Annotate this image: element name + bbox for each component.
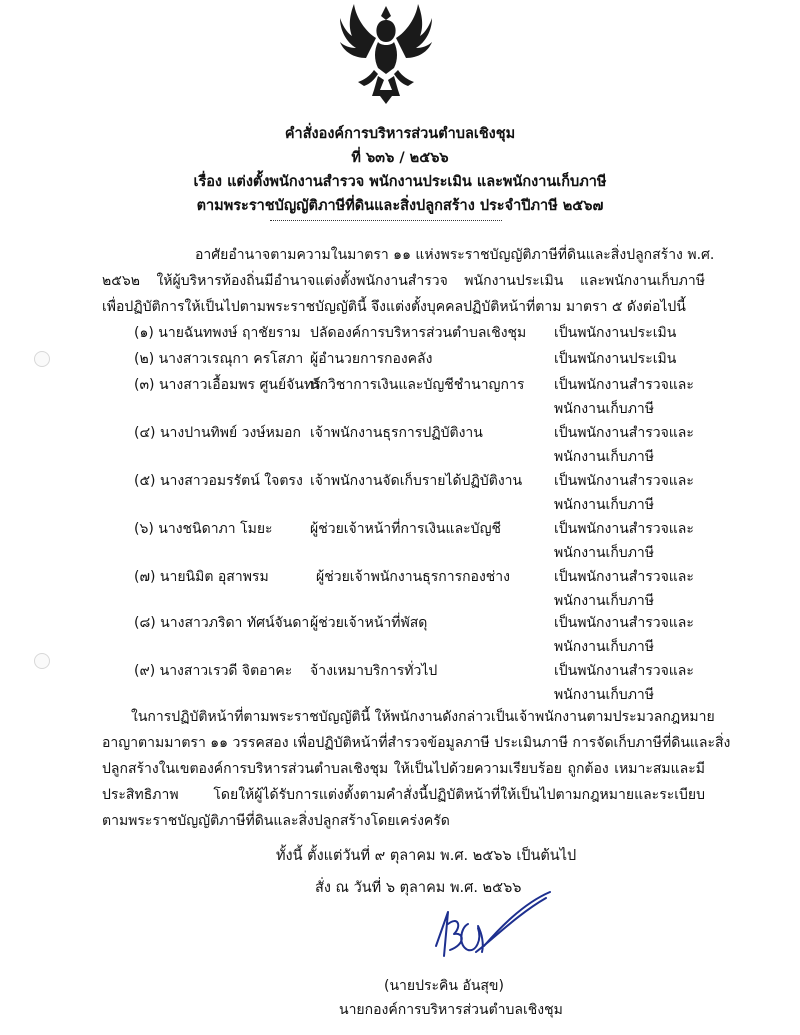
appointee-row	[0, 566, 800, 612]
appointee-role: เป็นพนักงานประเมิน	[554, 325, 677, 341]
intro-line: อาศัยอำนาจตามความในมาตรา ๑๑ แห่งพระราชบัญญัติภาษีที่ดินและสิ่งปลูกสร้าง พ.ศ.	[195, 247, 715, 263]
dotted-separator	[270, 220, 502, 221]
appointee-position: ปลัดองค์การบริหารส่วนตำบลเชิงชุม	[310, 325, 527, 341]
appointee-name: (๑) นายฉันทพงษ์ ฤาชัยราม	[134, 325, 301, 341]
appointee-row	[0, 660, 800, 706]
appointee-position: ผู้ช่วยเจ้าพนักงานธุรการกองช่าง	[316, 569, 511, 585]
appointee-position: เจ้าพนักงานจัดเก็บรายได้ปฏิบัติงาน	[310, 473, 523, 489]
appointee-role: เป็นพนักงานสำรวจและ	[554, 473, 694, 489]
appointee-role-continuation: พนักงานเก็บภาษี	[554, 449, 655, 465]
signer-name: (นายประคิน อันสุข)	[384, 978, 504, 994]
appointee-name: (๕) นางสาวอมรรัตน์ ใจตรง	[134, 473, 303, 489]
appointee-role: เป็นพนักงานสำรวจและ	[554, 425, 694, 441]
garuda-emblem-icon	[338, 2, 434, 104]
effective-date: ทั้งนี้ ตั้งแต่วันที่ ๙ ตุลาคม พ.ศ. ๒๕๖๖ เป็นต้นไป	[276, 848, 577, 864]
appointee-role-continuation: พนักงานเก็บภาษี	[554, 401, 655, 417]
appointee-role: เป็นพนักงานสำรวจและ	[554, 569, 694, 585]
appointee-position: เจ้าพนักงานธุรการปฏิบัติงาน	[310, 425, 483, 441]
appointee-position: ผู้อำนวยการกองคลัง	[310, 351, 433, 367]
appointee-role-continuation: พนักงานเก็บภาษี	[554, 639, 655, 655]
appointee-position: จ้างเหมาบริการทั่วไป	[310, 663, 438, 679]
order-subject-continuation: ตามพระราชบัญญัติภาษีที่ดินและสิ่งปลูกสร้าง ประจำปีภาษี ๒๕๖๗	[196, 198, 604, 214]
appointee-role: เป็นพนักงานสำรวจและ	[554, 615, 694, 631]
appointee-name: (๘) นางสาวภริดา ทัศน์จันดา	[134, 615, 310, 631]
appointee-name: (๖) นางชนิดาภา โมยะ	[134, 521, 273, 537]
body-line: ประสิทธิภาพ โดยให้ผู้ได้รับการแต่งตั้งตามคำสั่งนี้ปฏิบัติหน้าที่ให้เป็นไปตามกฎหมายและระเบียบ	[102, 787, 705, 803]
appointee-role: เป็นพนักงานสำรวจและ	[554, 663, 694, 679]
body-line: ตามพระราชบัญญัติภาษีที่ดินและสิ่งปลูกสร้างโดยเคร่งครัด	[102, 813, 450, 829]
appointee-row	[0, 518, 800, 564]
appointee-name: (๒) นางสาวเรณุกา ครโสภา	[134, 351, 304, 367]
body-line: อาญาตามมาตรา ๑๑ วรรคสอง เพื่อปฏิบัติหน้าที่สำรวจข้อมูลภาษี ประเมินภาษี การจัดเก็บภาษีที่ดินและสิ่ง	[102, 735, 731, 751]
appointee-role: เป็นพนักงานสำรวจและ	[554, 521, 694, 537]
appointee-name: (๙) นางสาวเรวดี จิตอาคะ	[134, 663, 293, 679]
appointee-position: ผู้ช่วยเจ้าหน้าที่การเงินและบัญชี	[310, 521, 501, 537]
order-date: สั่ง ณ วันที่ ๖ ตุลาคม พ.ศ. ๒๕๖๖	[315, 880, 522, 896]
appointee-row	[0, 422, 800, 468]
signer-title: นายกองค์การบริหารส่วนตำบลเชิงชุม	[339, 1002, 563, 1018]
appointee-name: (๗) นายนิมิต อุสาพรม	[134, 569, 269, 585]
appointee-name: (๓) นางสาวเอื้อมพร ศูนย์จันทร์	[134, 377, 321, 393]
appointee-role-continuation: พนักงานเก็บภาษี	[554, 497, 655, 513]
appointee-name: (๔) นางปานทิพย์ วงษ์หมอก	[134, 425, 301, 441]
appointee-row	[0, 612, 800, 658]
appointee-role-continuation: พนักงานเก็บภาษี	[554, 593, 655, 609]
appointee-role-continuation: พนักงานเก็บภาษี	[554, 687, 655, 703]
appointee-row	[0, 470, 800, 516]
handwritten-signature	[418, 884, 558, 974]
order-subject: เรื่อง แต่งตั้งพนักงานสำรวจ พนักงานประเมิน และพนักงานเก็บภาษี	[193, 174, 607, 190]
appointee-role: เป็นพนักงานประเมิน	[554, 351, 677, 367]
appointee-role-continuation: พนักงานเก็บภาษี	[554, 545, 655, 561]
body-line: ในการปฏิบัติหน้าที่ตามพระราชบัญญัตินี้ ให้พนักงานดังกล่าวเป็นเจ้าพนักงานตามประมวลกฎหมาย	[131, 709, 715, 725]
body-line: ปลูกสร้างในเขตองค์การบริหารส่วนตำบลเชิงชุม ให้เป็นไปด้วยความเรียบร้อย ถูกต้อง เหมาะสมและมี	[102, 761, 705, 777]
order-number: ที่ ๖๓๖ / ๒๕๖๖	[351, 150, 449, 166]
order-title: คำสั่งองค์การบริหารส่วนตำบลเชิงชุม	[284, 126, 516, 142]
appointee-role: เป็นพนักงานสำรวจและ	[554, 377, 694, 393]
appointee-position: ผู้ช่วยเจ้าหน้าที่พัสดุ	[310, 615, 428, 631]
appointee-position: นักวิชาการเงินและบัญชีชำนาญการ	[310, 377, 525, 393]
intro-line: เพื่อปฏิบัติการให้เป็นไปตามพระราชบัญญัตินี้ จึงแต่งตั้งบุคคลปฏิบัติหน้าที่ตาม มาตรา ๕ ดังต่อไปนี้	[102, 299, 686, 315]
intro-line: ๒๕๖๒ ให้ผู้บริหารท้องถิ่นมีอำนาจแต่งตั้งพนักงานสำรวจ พนักงานประเมิน และพนักงานเก็บภาษี	[102, 273, 705, 289]
appointee-row	[0, 374, 800, 420]
